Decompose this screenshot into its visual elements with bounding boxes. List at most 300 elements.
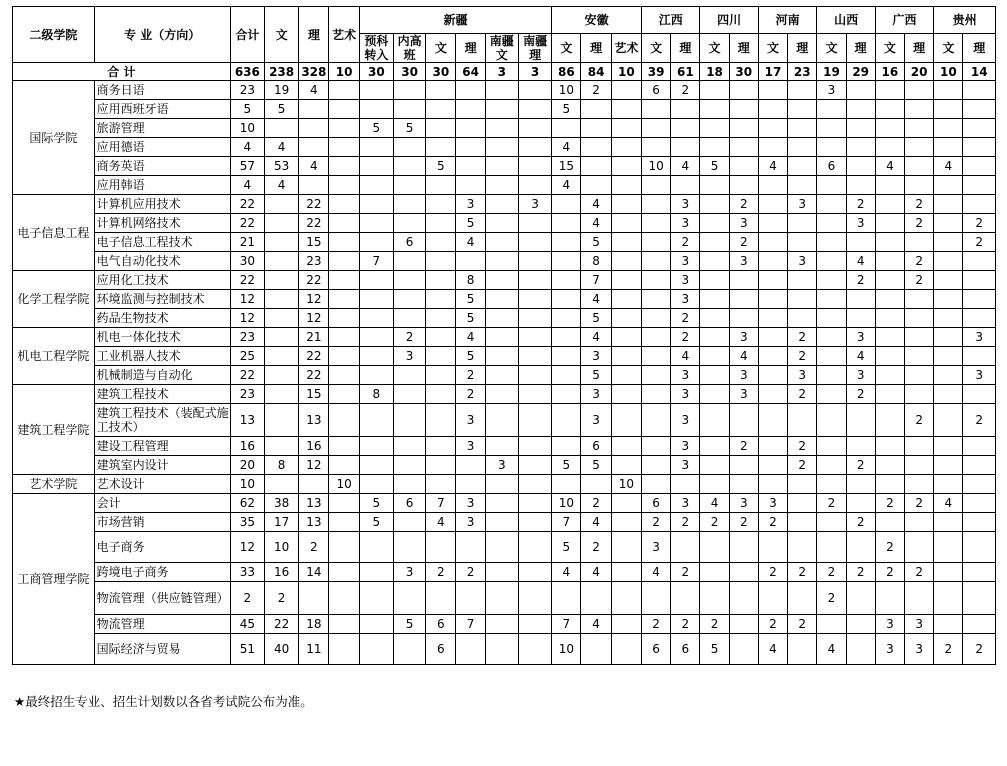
table-row — [13, 271, 996, 290]
value-cell — [359, 366, 393, 385]
header-college: 二级学院 — [13, 7, 95, 63]
value-cell: 3 — [875, 615, 904, 634]
value-cell: 5 — [264, 100, 298, 119]
value-cell: 4 — [641, 563, 670, 582]
table-row — [13, 100, 996, 119]
value-cell — [359, 233, 393, 252]
value-cell: 2 — [905, 195, 934, 214]
value-cell: 12 — [230, 532, 264, 563]
value-cell — [671, 100, 700, 119]
value-cell — [875, 328, 904, 347]
value-cell: 33 — [230, 563, 264, 582]
value-cell: 22 — [264, 615, 298, 634]
value-cell: 5 — [456, 309, 485, 328]
value-cell — [875, 347, 904, 366]
value-cell — [758, 252, 787, 271]
value-cell: 3 — [671, 366, 700, 385]
value-cell: 3 — [456, 404, 485, 437]
footnote: ★最终招生专业、招生计划数以各省考试院公布为准。 — [14, 694, 313, 709]
value-cell: 3 — [485, 456, 518, 475]
total-cell: 3 — [485, 63, 518, 81]
value-cell — [456, 81, 485, 100]
value-cell — [485, 119, 518, 138]
value-cell — [485, 271, 518, 290]
value-cell — [329, 513, 359, 532]
value-cell — [641, 119, 670, 138]
subheader-cell: 文 — [552, 34, 581, 63]
value-cell — [963, 157, 996, 176]
value-cell — [729, 404, 758, 437]
value-cell — [817, 252, 846, 271]
value-cell: 4 — [846, 252, 875, 271]
value-cell — [817, 176, 846, 195]
value-cell — [393, 582, 425, 615]
value-cell — [393, 100, 425, 119]
college-cell: 化学工程学院 — [13, 271, 95, 328]
value-cell: 2 — [875, 563, 904, 582]
value-cell — [264, 328, 298, 347]
value-cell — [264, 252, 298, 271]
value-cell — [817, 309, 846, 328]
value-cell — [963, 615, 996, 634]
value-cell: 3 — [671, 494, 700, 513]
value-cell — [934, 290, 963, 309]
value-cell — [359, 475, 393, 494]
value-cell — [963, 176, 996, 195]
value-cell — [518, 214, 551, 233]
value-cell — [700, 233, 729, 252]
value-cell — [788, 81, 817, 100]
value-cell — [485, 437, 518, 456]
value-cell — [456, 119, 485, 138]
value-cell — [611, 81, 641, 100]
value-cell — [456, 100, 485, 119]
value-cell: 3 — [456, 513, 485, 532]
value-cell — [393, 214, 425, 233]
value-cell: 2 — [846, 271, 875, 290]
value-cell — [518, 309, 551, 328]
value-cell: 23 — [230, 328, 264, 347]
subheader-cell: 文 — [934, 34, 963, 63]
value-cell — [758, 328, 787, 347]
value-cell — [329, 582, 359, 615]
value-cell — [393, 437, 425, 456]
value-cell — [485, 615, 518, 634]
value-cell — [846, 582, 875, 615]
value-cell — [329, 271, 359, 290]
value-cell — [611, 563, 641, 582]
value-cell — [846, 81, 875, 100]
value-cell: 6 — [641, 494, 670, 513]
value-cell: 2 — [671, 513, 700, 532]
value-cell: 13 — [299, 404, 329, 437]
value-cell: 10 — [329, 475, 359, 494]
value-cell: 22 — [299, 271, 329, 290]
value-cell: 5 — [230, 100, 264, 119]
value-cell — [485, 532, 518, 563]
value-cell: 12 — [299, 309, 329, 328]
value-cell — [700, 437, 729, 456]
value-cell: 2 — [641, 615, 670, 634]
value-cell — [788, 119, 817, 138]
value-cell — [788, 532, 817, 563]
value-cell — [963, 100, 996, 119]
value-cell: 3 — [581, 404, 611, 437]
table-row — [13, 532, 996, 563]
value-cell — [518, 634, 551, 665]
value-cell — [963, 347, 996, 366]
subheader-cell: 文 — [700, 34, 729, 63]
value-cell — [456, 475, 485, 494]
value-cell: 3 — [671, 404, 700, 437]
value-cell: 3 — [518, 195, 551, 214]
value-cell: 6 — [393, 494, 425, 513]
value-cell — [581, 138, 611, 157]
value-cell — [611, 385, 641, 404]
value-cell: 2 — [581, 532, 611, 563]
value-cell: 2 — [456, 563, 485, 582]
value-cell — [641, 347, 670, 366]
value-cell: 4 — [581, 563, 611, 582]
major-cell: 市场营销 — [94, 513, 230, 532]
value-cell: 2 — [758, 615, 787, 634]
value-cell: 8 — [456, 271, 485, 290]
value-cell — [518, 494, 551, 513]
value-cell: 8 — [264, 456, 298, 475]
value-cell — [611, 328, 641, 347]
value-cell — [700, 563, 729, 582]
value-cell: 5 — [700, 157, 729, 176]
enrollment-plan-table — [12, 6, 996, 665]
header-shanxi: 山西 — [817, 7, 875, 34]
value-cell: 6 — [426, 615, 456, 634]
value-cell: 15 — [299, 385, 329, 404]
value-cell — [456, 138, 485, 157]
value-cell — [641, 385, 670, 404]
value-cell: 6 — [426, 634, 456, 665]
value-cell — [846, 233, 875, 252]
value-cell — [700, 385, 729, 404]
value-cell: 15 — [299, 233, 329, 252]
value-cell — [359, 563, 393, 582]
value-cell: 3 — [963, 328, 996, 347]
value-cell — [456, 456, 485, 475]
value-cell: 4 — [758, 157, 787, 176]
value-cell: 3 — [963, 366, 996, 385]
total-cell: 30 — [426, 63, 456, 81]
value-cell: 2 — [700, 513, 729, 532]
value-cell — [611, 366, 641, 385]
value-cell: 57 — [230, 157, 264, 176]
value-cell — [485, 233, 518, 252]
value-cell — [552, 233, 581, 252]
value-cell — [393, 404, 425, 437]
value-cell — [552, 309, 581, 328]
total-cell: 636 — [230, 63, 264, 81]
value-cell — [329, 634, 359, 665]
value-cell — [359, 138, 393, 157]
value-cell — [700, 456, 729, 475]
value-cell: 2 — [905, 404, 934, 437]
value-cell — [817, 404, 846, 437]
table-row — [13, 615, 996, 634]
value-cell — [700, 532, 729, 563]
value-cell — [518, 252, 551, 271]
value-cell — [611, 138, 641, 157]
value-cell — [934, 81, 963, 100]
value-cell — [729, 100, 758, 119]
college-cell: 建筑工程学院 — [13, 385, 95, 475]
value-cell: 4 — [299, 157, 329, 176]
value-cell — [264, 404, 298, 437]
value-cell: 4 — [264, 176, 298, 195]
value-cell — [758, 582, 787, 615]
value-cell — [518, 347, 551, 366]
table-row — [13, 475, 996, 494]
value-cell — [963, 456, 996, 475]
value-cell — [329, 347, 359, 366]
value-cell: 7 — [552, 615, 581, 634]
value-cell — [758, 475, 787, 494]
value-cell — [485, 100, 518, 119]
value-cell — [671, 532, 700, 563]
value-cell: 5 — [581, 456, 611, 475]
value-cell — [788, 233, 817, 252]
value-cell — [788, 100, 817, 119]
header-art: 艺术 — [329, 7, 359, 63]
header-major: 专 业（方向） — [94, 7, 230, 63]
value-cell — [518, 563, 551, 582]
value-cell — [485, 138, 518, 157]
subheader-cell: 南疆文 — [485, 34, 518, 63]
value-cell — [963, 138, 996, 157]
value-cell — [788, 157, 817, 176]
value-cell: 35 — [230, 513, 264, 532]
value-cell: 40 — [264, 634, 298, 665]
value-cell — [426, 366, 456, 385]
value-cell — [934, 532, 963, 563]
value-cell — [456, 582, 485, 615]
value-cell — [329, 233, 359, 252]
table-row — [13, 385, 996, 404]
value-cell — [671, 475, 700, 494]
header-jiangxi: 江西 — [641, 7, 699, 34]
value-cell: 3 — [581, 385, 611, 404]
value-cell — [518, 404, 551, 437]
value-cell — [875, 100, 904, 119]
value-cell: 5 — [581, 366, 611, 385]
value-cell — [329, 385, 359, 404]
value-cell — [393, 138, 425, 157]
value-cell — [552, 437, 581, 456]
value-cell — [875, 475, 904, 494]
value-cell: 15 — [552, 157, 581, 176]
value-cell — [963, 532, 996, 563]
value-cell — [485, 195, 518, 214]
value-cell: 3 — [729, 385, 758, 404]
value-cell — [485, 328, 518, 347]
value-cell — [788, 309, 817, 328]
value-cell: 5 — [359, 513, 393, 532]
value-cell — [518, 513, 551, 532]
value-cell — [611, 309, 641, 328]
value-cell: 2 — [393, 328, 425, 347]
value-cell: 3 — [758, 494, 787, 513]
value-cell: 8 — [359, 385, 393, 404]
value-cell: 2 — [905, 271, 934, 290]
table-row — [13, 252, 996, 271]
value-cell — [700, 81, 729, 100]
table-row — [13, 494, 996, 513]
value-cell: 4 — [700, 494, 729, 513]
value-cell: 2 — [846, 456, 875, 475]
value-cell — [329, 532, 359, 563]
value-cell — [518, 328, 551, 347]
value-cell: 8 — [581, 252, 611, 271]
value-cell — [758, 81, 787, 100]
value-cell: 22 — [299, 195, 329, 214]
value-cell — [641, 176, 670, 195]
value-cell: 3 — [393, 563, 425, 582]
value-cell: 2 — [456, 366, 485, 385]
table-row — [13, 456, 996, 475]
value-cell — [700, 138, 729, 157]
value-cell — [875, 582, 904, 615]
value-cell — [518, 176, 551, 195]
value-cell — [963, 563, 996, 582]
value-cell: 3 — [875, 634, 904, 665]
value-cell — [729, 271, 758, 290]
value-cell — [817, 290, 846, 309]
value-cell — [393, 195, 425, 214]
value-cell — [393, 252, 425, 271]
value-cell — [846, 309, 875, 328]
value-cell — [393, 290, 425, 309]
value-cell: 3 — [671, 290, 700, 309]
value-cell — [817, 233, 846, 252]
value-cell — [905, 347, 934, 366]
total-cell: 10 — [329, 63, 359, 81]
total-cell: 10 — [934, 63, 963, 81]
value-cell — [934, 615, 963, 634]
value-cell — [611, 233, 641, 252]
value-cell — [875, 513, 904, 532]
value-cell — [700, 195, 729, 214]
value-cell — [581, 475, 611, 494]
value-cell — [700, 214, 729, 233]
value-cell — [485, 81, 518, 100]
value-cell: 3 — [788, 195, 817, 214]
major-cell: 跨境电子商务 — [94, 563, 230, 582]
value-cell: 23 — [230, 81, 264, 100]
value-cell — [552, 347, 581, 366]
value-cell — [611, 437, 641, 456]
value-cell: 22 — [230, 195, 264, 214]
value-cell: 2 — [788, 437, 817, 456]
value-cell: 2 — [729, 233, 758, 252]
value-cell — [611, 214, 641, 233]
value-cell — [299, 582, 329, 615]
value-cell: 2 — [700, 615, 729, 634]
value-cell: 2 — [788, 456, 817, 475]
value-cell: 2 — [788, 385, 817, 404]
value-cell — [758, 366, 787, 385]
value-cell: 10 — [552, 634, 581, 665]
value-cell: 13 — [299, 494, 329, 513]
value-cell: 6 — [817, 157, 846, 176]
value-cell — [846, 290, 875, 309]
value-cell — [393, 513, 425, 532]
value-cell — [518, 582, 551, 615]
header-anhui: 安徽 — [552, 7, 642, 34]
value-cell — [426, 582, 456, 615]
value-cell — [846, 157, 875, 176]
value-cell — [700, 582, 729, 615]
value-cell: 23 — [230, 385, 264, 404]
value-cell — [875, 404, 904, 437]
table-row — [13, 404, 996, 437]
value-cell: 2 — [905, 563, 934, 582]
subheader-cell: 理 — [581, 34, 611, 63]
value-cell — [393, 157, 425, 176]
value-cell — [611, 494, 641, 513]
value-cell: 10 — [230, 475, 264, 494]
value-cell — [758, 214, 787, 233]
value-cell — [641, 290, 670, 309]
value-cell — [611, 404, 641, 437]
value-cell — [963, 81, 996, 100]
subheader-cell: 文 — [817, 34, 846, 63]
value-cell — [758, 290, 787, 309]
value-cell — [518, 456, 551, 475]
value-cell — [359, 347, 393, 366]
value-cell — [846, 634, 875, 665]
value-cell — [264, 119, 298, 138]
value-cell: 3 — [641, 532, 670, 563]
value-cell — [875, 138, 904, 157]
value-cell: 4 — [552, 138, 581, 157]
value-cell: 3 — [905, 634, 934, 665]
value-cell: 6 — [393, 233, 425, 252]
value-cell: 3 — [671, 385, 700, 404]
value-cell — [552, 290, 581, 309]
value-cell — [963, 290, 996, 309]
value-cell — [518, 138, 551, 157]
value-cell — [359, 100, 393, 119]
value-cell — [393, 271, 425, 290]
total-cell: 3 — [518, 63, 551, 81]
value-cell: 12 — [230, 290, 264, 309]
value-cell — [934, 328, 963, 347]
header-guizhou: 贵州 — [934, 7, 996, 34]
value-cell: 22 — [299, 347, 329, 366]
value-cell — [700, 328, 729, 347]
value-cell — [518, 290, 551, 309]
value-cell: 2 — [671, 615, 700, 634]
value-cell: 10 — [552, 81, 581, 100]
value-cell: 2 — [846, 563, 875, 582]
value-cell: 2 — [963, 233, 996, 252]
value-cell — [518, 271, 551, 290]
value-cell — [641, 437, 670, 456]
college-cell: 艺术学院 — [13, 475, 95, 494]
value-cell: 2 — [581, 494, 611, 513]
value-cell — [934, 437, 963, 456]
value-cell: 16 — [299, 437, 329, 456]
value-cell: 2 — [729, 513, 758, 532]
value-cell — [817, 138, 846, 157]
value-cell: 4 — [581, 290, 611, 309]
